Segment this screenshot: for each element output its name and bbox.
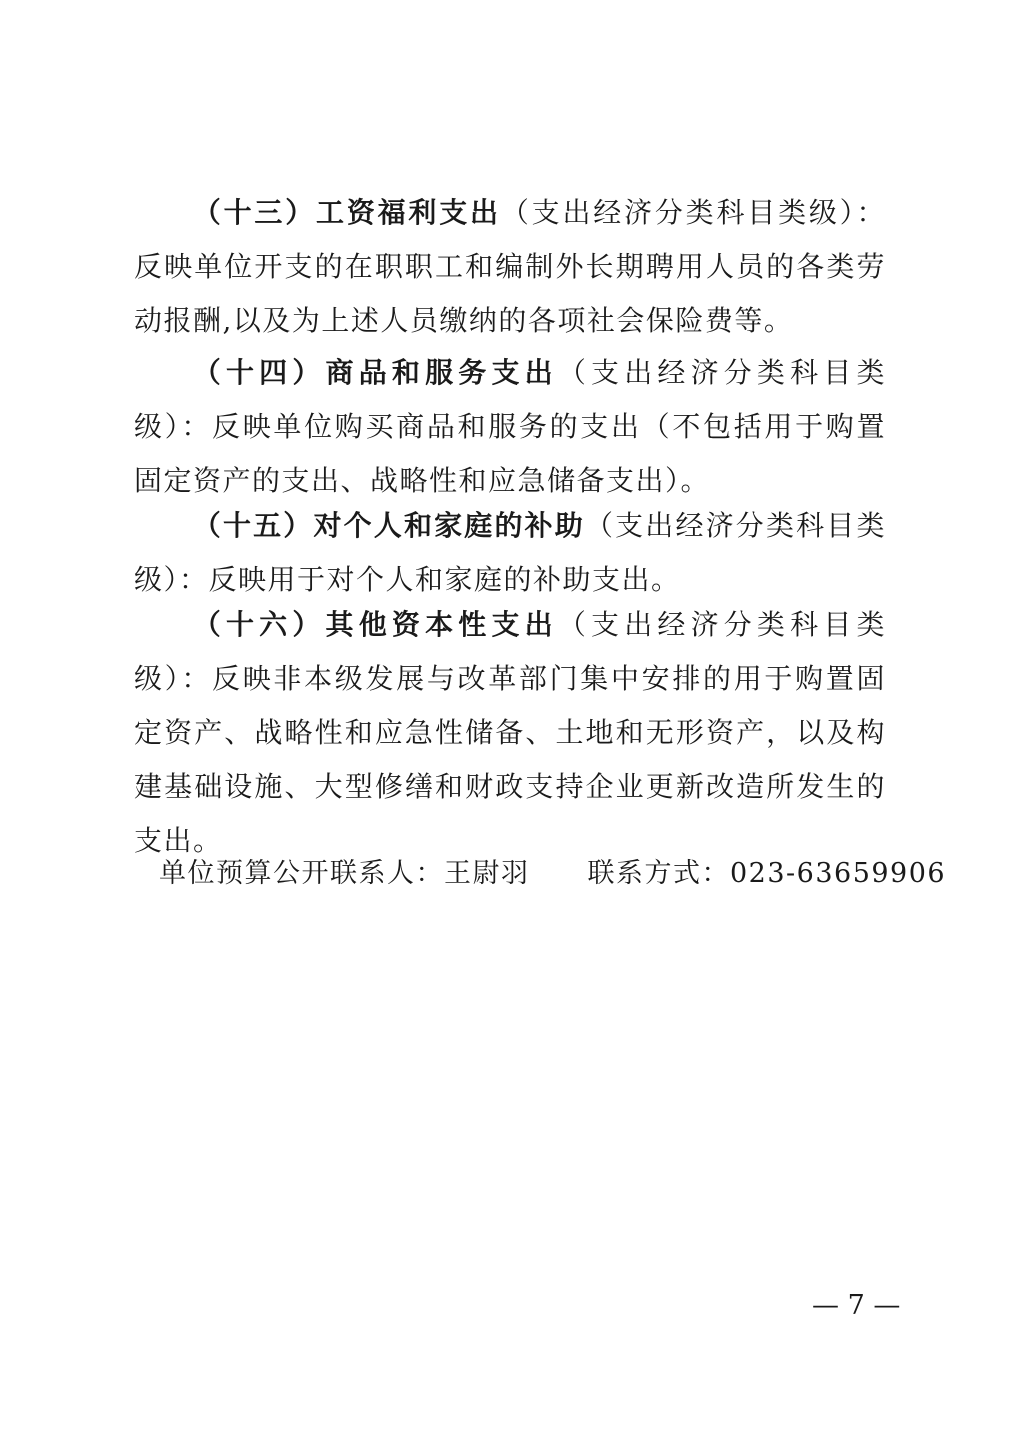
page-number: — 7 —	[812, 1290, 901, 1321]
paragraph-heading: （十三）工资福利支出	[192, 196, 501, 229]
paragraph-salary-welfare	[134, 186, 886, 348]
contact-person: 单位预算公开联系人：王尉羽	[159, 858, 530, 889]
paragraph-body: （支出经济分类科目类级）：反映用于对个人和家庭的补助支出。	[134, 509, 886, 596]
paragraph-body: （支出经济分类科目类级）：反映单位开支的在职职工和编制外长期聘用人员的各类劳动报酬,以及为上述人员缴纳的各项社会保险费等。	[134, 196, 886, 337]
paragraph-heading: （十四）商品和服务支出	[192, 356, 558, 389]
paragraph-heading: （十五）对个人和家庭的补助	[192, 509, 585, 542]
paragraph-other-capital	[134, 598, 886, 868]
contact-method: 联系方式：023-63659906	[587, 858, 947, 889]
paragraph-heading: （十六）其他资本性支出	[192, 608, 558, 641]
paragraph-body: （支出经济分类科目类级）：反映非本级发展与改革部门集中安排的用于购置固定资产、战略性和应急性储备、土地和无形资产，以及构建基础设施、大型修缮和财政支持企业更新改造所发生的支出。	[134, 608, 886, 857]
contact-line	[159, 854, 946, 894]
paragraph-body: （支出经济分类科目类级）：反映单位购买商品和服务的支出（不包括用于购置固定资产的支出、战略性和应急储备支出）。	[134, 356, 886, 497]
paragraph-goods-services	[134, 346, 886, 508]
paragraph-household-subsidy	[134, 499, 886, 607]
